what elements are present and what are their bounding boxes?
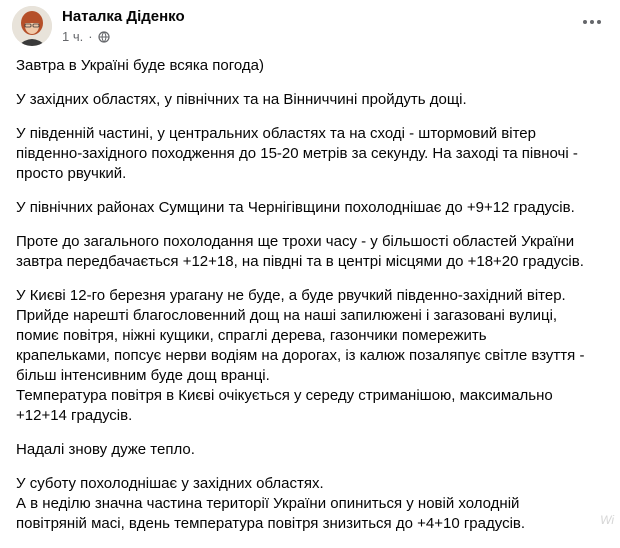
author-name[interactable]: Наталка Діденко <box>62 8 185 25</box>
post-paragraph <box>16 474 612 534</box>
post-text-line: повітряній масі, вдень температура повітря знизиться до +4+10 градусів. <box>16 515 526 532</box>
globe-icon[interactable] <box>98 31 110 43</box>
post-text-line: завтра передбачається +12+18, на півдні та в центрі місцями до +18+20 градусів. <box>16 253 584 270</box>
post-text-line: Температура повітря в Києві очікується у середу стриманішою, максимально <box>16 387 553 404</box>
avatar-image <box>12 6 52 46</box>
post-text-line: Надалі знову дуже тепло. <box>16 441 195 458</box>
post-text-line: помиє повітря, ніжні кущики, спраглі дерева, газончики помережить <box>16 327 487 344</box>
post-text <box>16 56 612 548</box>
post-text-line: просто рвучкий. <box>16 165 127 182</box>
avatar[interactable] <box>12 6 52 46</box>
post-text-line: +12+14 градусів. <box>16 407 133 424</box>
post-text-line: Завтра в Україні буде всяка погода) <box>16 57 265 74</box>
post-paragraph <box>16 56 612 76</box>
post-text-line: У південній частині, у центральних областях та на сході - штормовий вітер <box>16 125 536 142</box>
post-text-line: Прийде нарешті благословенний дощ на наші запилюжені і загазовані вулиці, <box>16 307 558 324</box>
post-text-line: У Києві 12-го березня урагану не буде, а буде рвучкий південно-західний вітер. <box>16 287 566 304</box>
post-text-line: крапельками, попсує нерви водіям на дорогах, із калюж позаляпує світле взуття - <box>16 347 585 364</box>
post-text-line: У західних областях, у північних та на Вінниччині пройдуть дощі. <box>16 91 467 108</box>
more-options-button[interactable] <box>578 12 606 32</box>
more-dots-icon <box>582 19 602 25</box>
post-paragraph <box>16 440 612 460</box>
post-meta <box>62 29 110 44</box>
post-text-line: У північних районах Сумщини та Чернігівщини похолоднішає до +9+12 градусів. <box>16 199 575 216</box>
meta-separator: · <box>88 29 93 44</box>
post-header <box>12 6 608 46</box>
post-paragraph <box>16 232 612 272</box>
watermark: Wi <box>600 513 614 527</box>
post-text-line: більш інтенсивним буде дощ вранці. <box>16 367 270 384</box>
post-paragraph <box>16 124 612 184</box>
post-paragraph <box>16 90 612 110</box>
post-paragraph <box>16 198 612 218</box>
post-paragraph <box>16 286 612 426</box>
post-text-line: У суботу похолоднішає у західних областях. <box>16 475 324 492</box>
post-time[interactable]: 1 ч. <box>62 29 84 44</box>
post-text-line: А в неділю значна частина території України опиниться у новій холодній <box>16 495 520 512</box>
post-text-line: південно-західного походження до 15-20 метрів за секунду. На заході та півночі - <box>16 145 578 162</box>
post-text-line: Проте до загального похолодання ще трохи часу - у більшості областей України <box>16 233 575 250</box>
